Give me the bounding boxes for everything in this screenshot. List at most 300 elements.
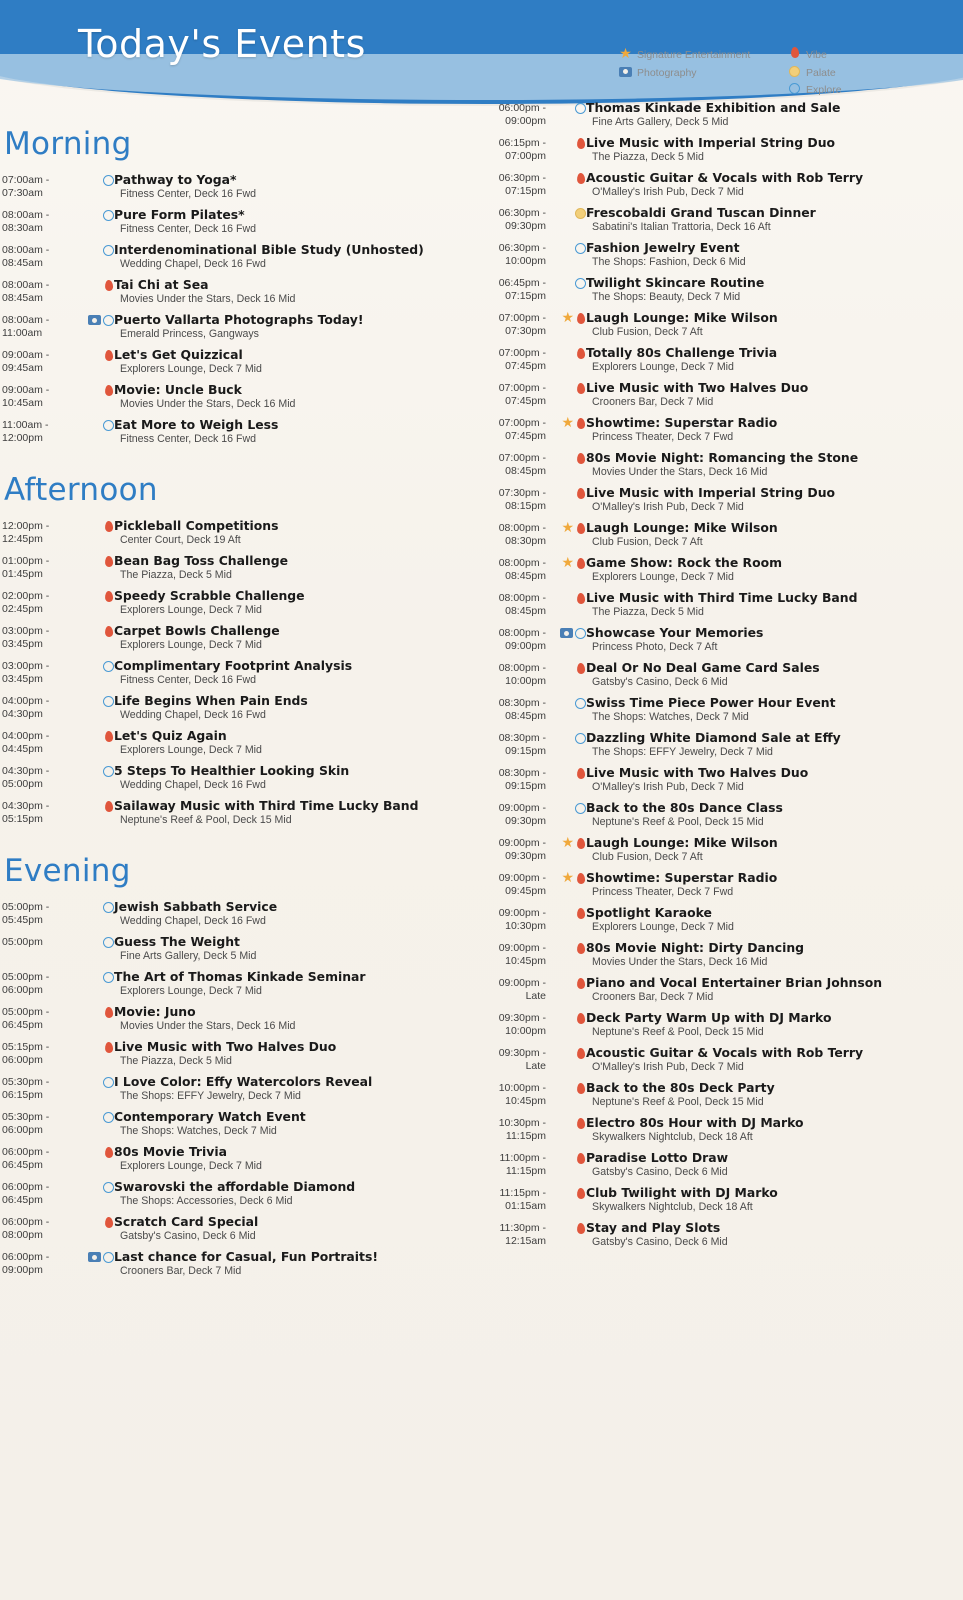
event-row [0,658,466,687]
camera-icon [88,314,101,326]
event-details [586,660,963,689]
event-details [586,1080,963,1109]
event-time: 09:00pm - Late [498,977,546,1002]
event-title: Live Music with Two Halves Duo [586,765,809,780]
event-category-icons [552,940,586,957]
event-row [0,172,466,201]
event-category-icons [80,1109,114,1124]
flame-icon [788,46,801,63]
event-location: Center Court, Deck 19 Aft [120,534,241,546]
flame-icon [576,767,586,782]
event-details [114,312,466,341]
event-row [0,242,466,271]
event-category-icons [552,660,586,677]
event-time: 06:00pm - 06:45pm [2,1146,50,1171]
event-row [0,899,466,928]
event-details [586,1115,963,1144]
event-location: Explorers Lounge, Deck 7 Mid [120,985,262,997]
flame-icon [576,907,586,922]
event-title: Let's Get Quizzical [114,347,243,362]
event-time: 09:30pm - Late [498,1047,546,1072]
event-time: 10:30pm - 11:15pm [498,1117,546,1142]
event-category-icons [80,798,114,815]
event-location: The Shops: Fashion, Deck 6 Mid [592,256,746,268]
event-category-icons [80,623,114,640]
event-time: 08:00pm - 08:45pm [498,592,546,617]
flame-icon [576,1222,586,1237]
section-heading-evening: Evening [4,853,131,889]
circle-outline-icon [103,971,114,984]
event-category-icons [80,553,114,570]
event-category-icons [80,728,114,745]
event-row [466,1220,963,1249]
event-time: 12:00pm - 12:45pm [2,520,50,545]
circle-outline-icon [103,209,114,222]
event-time: 11:00pm - 11:15pm [499,1152,546,1177]
event-location: Skywalkers Nightclub, Deck 18 Aft [592,1131,753,1143]
event-row [0,417,466,446]
star-icon: ★ [561,554,574,570]
event-time: 07:00pm - 07:30pm [498,312,546,337]
event-row [466,135,963,164]
event-category-icons [80,347,114,364]
event-details [586,975,963,1004]
event-location: Crooners Bar, Deck 7 Mid [120,1265,242,1277]
event-category-icons [552,590,586,607]
event-details [114,1179,466,1208]
event-row [0,623,466,652]
event-details [586,1185,963,1214]
event-row [466,520,963,549]
event-category-icons [552,800,586,815]
event-category-icons [552,275,586,290]
event-row [466,415,963,444]
event-time: 08:00pm - 08:30pm [498,522,546,547]
event-title: Live Music with Two Halves Duo [586,380,809,395]
event-details [114,382,466,411]
event-row [0,277,466,306]
circle-outline-icon [103,314,114,327]
circle-outline-icon [103,244,114,257]
circle-outline-icon [103,1251,114,1264]
event-details [586,170,963,199]
event-details [586,450,963,479]
event-location: Skywalkers Nightclub, Deck 18 Aft [592,1201,753,1213]
event-category-icons [552,520,586,537]
circle-outline-icon [103,1111,114,1124]
flame-icon [576,592,586,607]
event-time: 07:00pm - 07:45pm [498,347,546,372]
event-row [466,555,963,584]
flame-icon [104,1006,114,1021]
event-title: Fashion Jewelry Event [586,240,740,255]
star-icon: ★ [561,309,574,325]
event-category-icons [80,312,114,327]
event-location: Neptune's Reef & Pool, Deck 15 Mid [592,816,764,828]
event-category-icons [552,135,586,152]
star-icon: ★ [561,869,574,885]
event-title: Scratch Card Special [114,1214,259,1229]
event-time: 07:30pm - 08:15pm [498,487,546,512]
event-category-icons [80,1144,114,1161]
event-title: Thomas Kinkade Exhibition and Sale [586,100,841,115]
event-location: Wedding Chapel, Deck 16 Fwd [120,779,266,791]
event-category-icons [80,1249,114,1264]
camera-icon [88,1251,101,1263]
event-location: Explorers Lounge, Deck 7 Mid [120,604,262,616]
event-category-icons [80,969,114,984]
event-row [466,695,963,724]
event-category-icons [552,765,586,782]
circle-outline-icon [103,660,114,673]
event-title: The Art of Thomas Kinkade Seminar [114,969,366,984]
event-details [586,905,963,934]
event-title: Back to the 80s Deck Party [586,1080,775,1095]
event-time: 08:00am - 08:30am [2,209,50,234]
event-title: Laugh Lounge: Mike Wilson [586,310,778,325]
event-title: Acoustic Guitar & Vocals with Rob Terry [586,170,864,185]
event-time: 06:30pm - 07:15pm [498,172,546,197]
event-title: Game Show: Rock the Room [586,555,783,570]
event-time: 09:00pm - 09:45pm [498,872,546,897]
event-title: Pathway to Yoga* [114,172,237,187]
event-title: Deck Party Warm Up with DJ Marko [586,1010,832,1025]
event-category-icons [552,730,586,745]
event-category-icons [80,1039,114,1056]
event-details [114,798,466,827]
events-list-evening-continued [466,100,963,1249]
event-location: Gatsby's Casino, Deck 6 Mid [592,1236,728,1248]
event-location: Fitness Center, Deck 16 Fwd [120,223,257,235]
event-time: 09:00pm - 10:45pm [498,942,546,967]
event-category-icons [80,934,114,949]
event-time: 11:00am - 12:00pm [2,419,49,444]
circle-outline-icon [103,695,114,708]
event-time: 11:15pm - 01:15am [499,1187,546,1212]
flame-icon [104,279,114,294]
event-details [114,969,466,998]
event-details [586,205,963,234]
circle-outline-icon [575,627,586,640]
event-title: Totally 80s Challenge Trivia [586,345,778,360]
event-title: Bean Bag Toss Challenge [114,553,288,568]
event-row [466,730,963,759]
event-details [114,1144,466,1173]
event-category-icons [552,1150,586,1167]
circle-outline-icon [575,732,586,745]
event-details [586,1010,963,1039]
event-category-icons [552,625,586,640]
events-list-afternoon [0,518,466,827]
flame-icon [104,1216,114,1231]
event-category-icons [80,693,114,708]
event-details [114,1109,466,1138]
event-location: Sabatini's Italian Trattoria, Deck 16 Aft [592,221,771,233]
legend-label: Photography [637,66,697,79]
event-row [0,1074,466,1103]
event-location: Explorers Lounge, Deck 7 Mid [120,744,262,756]
event-title: Sailaway Music with Third Time Lucky Band [114,798,419,813]
event-row [466,1150,963,1179]
event-category-icons [552,1220,586,1237]
event-title: Swarovski the affordable Diamond [114,1179,356,1194]
event-title: Interdenominational Bible Study (Unhosted) [114,242,424,257]
event-title: Stay and Play Slots [586,1220,721,1235]
event-location: Crooners Bar, Deck 7 Mid [592,991,714,1003]
event-row [0,312,466,341]
flame-icon [576,312,586,327]
event-title: 80s Movie Night: Dirty Dancing [586,940,805,955]
event-time: 11:30pm - 12:15am [499,1222,546,1247]
event-location: Wedding Chapel, Deck 16 Fwd [120,258,266,270]
event-details [586,835,963,864]
flame-icon [576,872,586,887]
event-time: 05:30pm - 06:00pm [2,1111,50,1136]
circle-outline-icon [575,242,586,255]
event-row [0,347,466,376]
flame-icon [104,800,114,815]
event-row [466,240,963,269]
event-title: Tai Chi at Sea [114,277,209,292]
event-location: Fine Arts Gallery, Deck 5 Mid [120,950,257,962]
legend-label: Explore [806,83,842,96]
flame-icon [576,137,586,152]
event-details [114,1004,466,1033]
event-location: Club Fusion, Deck 7 Aft [592,851,703,863]
event-row [0,1249,466,1278]
flame-icon [576,1082,586,1097]
event-row [466,205,963,234]
event-row [466,1080,963,1109]
flame-icon [576,522,586,537]
event-category-icons [80,1179,114,1194]
event-details [114,1249,466,1278]
event-time: 06:45pm - 07:15pm [498,277,546,302]
event-category-icons [80,588,114,605]
event-category-icons [80,763,114,778]
event-title: I Love Color: Effy Watercolors Reveal [114,1074,373,1089]
event-title: Contemporary Watch Event [114,1109,306,1124]
flame-icon [576,837,586,852]
events-list-evening [0,899,466,1278]
legend-item-palate [788,65,949,80]
event-row [0,518,466,547]
event-title: Showtime: Superstar Radio [586,870,778,885]
events-list-morning [0,172,466,446]
event-category-icons [80,1004,114,1021]
event-location: The Shops: Accessories, Deck 6 Mid [120,1195,293,1207]
flame-icon [104,520,114,535]
event-category-icons [552,1115,586,1132]
event-details [586,240,963,269]
event-location: Movies Under the Stars, Deck 16 Mid [592,956,768,968]
event-category-icons [552,1010,586,1027]
event-details [114,763,466,792]
event-location: The Shops: Beauty, Deck 7 Mid [592,291,741,303]
event-time: 06:00pm - 06:45pm [2,1181,50,1206]
circle-filled-icon [575,207,586,220]
circle-outline-icon [103,1181,114,1194]
flame-icon [104,1041,114,1056]
event-category-icons [80,207,114,222]
event-location: Movies Under the Stars, Deck 16 Mid [120,293,296,305]
legend-label: Vibe [806,48,827,61]
event-title: Piano and Vocal Entertainer Brian Johnson [586,975,883,990]
event-time: 07:00pm - 07:45pm [498,417,546,442]
section-afternoon [0,472,466,827]
event-row [0,728,466,757]
flame-icon [576,1012,586,1027]
flame-icon [576,1152,586,1167]
event-row [0,553,466,582]
event-row [0,588,466,617]
event-time: 08:00am - 08:45am [2,279,50,304]
event-location: Explorers Lounge, Deck 7 Mid [120,1160,262,1172]
event-category-icons [80,382,114,399]
event-title: Swiss Time Piece Power Hour Event [586,695,836,710]
circle-outline-icon [575,102,586,115]
event-time: 08:30pm - 09:15pm [498,767,546,792]
event-time: 06:00pm - 09:00pm [498,102,546,127]
event-details [114,934,466,963]
event-title: 5 Steps To Healthier Looking Skin [114,763,350,778]
event-time: 09:00am - 09:45am [2,349,50,374]
event-category-icons [552,975,586,992]
event-details [114,207,466,236]
event-title: Guess The Weight [114,934,240,949]
event-row [466,345,963,374]
event-row [0,1144,466,1173]
event-time: 09:00pm - 10:30pm [498,907,546,932]
event-details [114,417,466,446]
star-icon: ★ [561,834,574,850]
flame-icon [576,1117,586,1132]
event-title: Jewish Sabbath Service [114,899,278,914]
event-time: 09:00pm - 09:30pm [498,837,546,862]
event-time: 08:00am - 11:00am [2,314,50,339]
event-location: The Piazza, Deck 5 Mid [592,606,704,618]
event-category-icons [80,899,114,914]
event-category-icons [552,905,586,922]
event-title: Club Twilight with DJ Marko [586,1185,778,1200]
legend-item-vibe [788,46,949,63]
event-title: Movie: Uncle Buck [114,382,242,397]
circle-outline-icon [103,1076,114,1089]
circle-outline-icon [103,765,114,778]
event-row [466,835,963,864]
section-heading-afternoon: Afternoon [4,472,158,508]
event-details [114,1214,466,1243]
event-location: The Shops: EFFY Jewelry, Deck 7 Mid [592,746,773,758]
event-time: 06:30pm - 09:30pm [498,207,546,232]
event-row [466,625,963,654]
event-title: Movie: Juno [114,1004,196,1019]
flame-icon [576,977,586,992]
event-details [586,695,963,724]
event-row [466,800,963,829]
event-location: Princess Photo, Deck 7 Aft [592,641,718,653]
section-evening [0,853,466,1278]
event-time: 04:00pm - 04:30pm [2,695,50,720]
event-details [586,765,963,794]
event-details [586,870,963,899]
event-location: Emerald Princess, Gangways [120,328,259,340]
event-details [586,625,963,654]
event-row [466,275,963,304]
event-title: Back to the 80s Dance Class [586,800,783,815]
event-details [114,553,466,582]
event-category-icons [80,1214,114,1231]
event-category-icons [552,695,586,710]
event-details [114,1039,466,1068]
event-category-icons [552,450,586,467]
event-category-icons [80,518,114,535]
event-details [586,135,963,164]
event-category-icons [552,415,586,432]
event-location: Explorers Lounge, Deck 7 Mid [120,639,262,651]
circle-outline-icon [103,901,114,914]
event-title: Live Music with Third Time Lucky Band [586,590,858,605]
event-category-icons [552,240,586,255]
event-title: Dazzling White Diamond Sale at Effy [586,730,841,745]
event-title: 80s Movie Night: Romancing the Stone [586,450,859,465]
event-row [466,905,963,934]
event-row [0,207,466,236]
star-icon: ★ [561,519,574,535]
flame-icon [576,1187,586,1202]
flame-icon [104,349,114,364]
circle-outline-icon [103,936,114,949]
event-location: The Piazza, Deck 5 Mid [592,151,704,163]
event-time: 09:30pm - 10:00pm [498,1012,546,1037]
event-location: Explorers Lounge, Deck 7 Mid [592,571,734,583]
event-details [114,277,466,306]
event-details [586,1045,963,1074]
event-title: Carpet Bowls Challenge [114,623,280,638]
event-location: Neptune's Reef & Pool, Deck 15 Mid [120,814,292,826]
event-details [114,172,466,201]
event-category-icons [552,1080,586,1097]
flame-icon [576,942,586,957]
event-location: Fitness Center, Deck 16 Fwd [120,433,257,445]
star-icon: ★ [561,414,574,430]
event-location: Explorers Lounge, Deck 7 Mid [120,363,262,375]
event-row [0,969,466,998]
event-time: 09:00am - 10:45am [2,384,50,409]
events-column-left [0,126,466,1284]
legend-item-spacer [619,82,780,97]
event-details [114,1074,466,1103]
event-location: Gatsby's Casino, Deck 6 Mid [592,1166,728,1178]
event-location: Fitness Center, Deck 16 Fwd [120,674,257,686]
event-title: Last chance for Casual, Fun Portraits! [114,1249,378,1264]
flame-icon [576,487,586,502]
event-category-icons [552,100,586,115]
event-title: Laugh Lounge: Mike Wilson [586,835,778,850]
legend-item-signature-entertainment [619,46,780,63]
event-time: 03:00pm - 03:45pm [2,625,50,650]
event-details [114,728,466,757]
event-details [586,1150,963,1179]
event-row [0,1004,466,1033]
event-title: Eat More to Weigh Less [114,417,279,432]
event-location: Gatsby's Casino, Deck 6 Mid [592,676,728,688]
event-title: Puerto Vallarta Photographs Today! [114,312,364,327]
event-row [466,590,963,619]
event-time: 08:00am - 08:45am [2,244,50,269]
event-row [0,693,466,722]
event-details [586,555,963,584]
